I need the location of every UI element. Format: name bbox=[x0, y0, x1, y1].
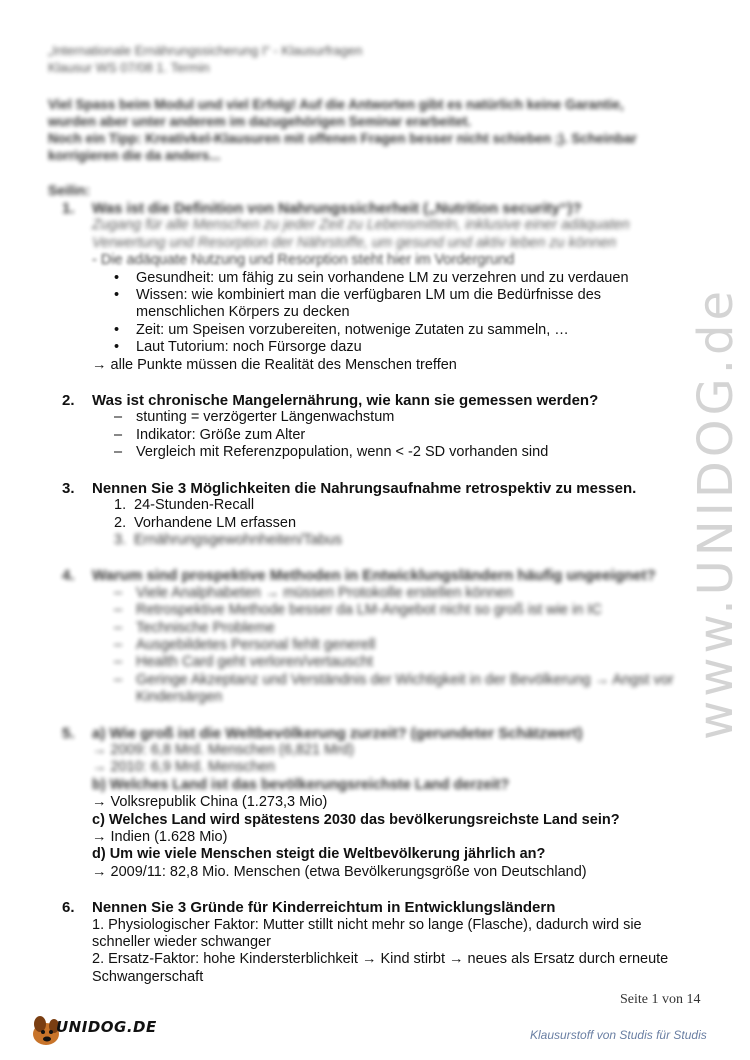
question-text: a) Wie groß ist die Weltbevölkerung zurzeit? (gerundeter Schätzwert) bbox=[92, 724, 583, 742]
dash-icon: – bbox=[114, 654, 123, 671]
list-item bbox=[114, 497, 722, 514]
question-number: 1. bbox=[62, 200, 75, 217]
list-item-text: Zeit: um Speisen vorzubereiten, notwenige Zutaten zu sammeln, … bbox=[136, 321, 569, 338]
list-item-text: Ernährungsgewohnheiten/Tabus bbox=[134, 531, 342, 548]
header-subtitle: Klausur WS 07/08 1. Termin bbox=[48, 60, 210, 75]
list-item-text: 24-Stunden-Recall bbox=[134, 497, 255, 514]
intro-line: Viel Spass beim Modul und viel Erfolg! Auf die Antworten gibt es natürlich keine Garantie, bbox=[48, 97, 624, 112]
q1-definition bbox=[62, 217, 722, 252]
question-2 bbox=[62, 392, 722, 409]
question-number: 4. bbox=[62, 567, 75, 585]
q4-list bbox=[62, 585, 722, 707]
list-item-text: Retrospektive Methode besser da LM-Angebot nicht so groß ist wie in IC bbox=[136, 602, 602, 619]
list-item-text: Indikator: Größe zum Alter bbox=[136, 426, 306, 443]
bullet-icon: • bbox=[114, 321, 120, 338]
list-item-text: Kindersärgen bbox=[136, 689, 223, 706]
list-item bbox=[114, 620, 722, 637]
question-text: Nennen Sie 3 Möglichkeiten die Nahrungsaufnahme retrospektiv zu messen. bbox=[92, 479, 637, 497]
q5c-question: c) Welches Land wird spätestens 2030 das bevölkerungsreichste Land sein? bbox=[92, 811, 620, 828]
dash-icon: – bbox=[114, 602, 123, 619]
list-item-text: Viele Analphabeten → müssen Protokolle erstellen können bbox=[136, 584, 513, 601]
q5d-question: d) Um wie viele Menschen steigt die Weltbevölkerung jährlich an? bbox=[92, 846, 546, 863]
list-item bbox=[114, 532, 722, 549]
list-item bbox=[114, 672, 722, 689]
q5a-answer: → 2009: 6,8 Mrd. Menschen (6,821 Mrd) bbox=[92, 741, 354, 758]
list-item bbox=[114, 270, 722, 287]
list-item-text: Ausgebildetes Personal fehlt generell bbox=[136, 636, 376, 653]
list-item bbox=[114, 585, 722, 602]
intro-line: wurden aber unter anderem im dazugehörigen Seminar erarbeitet. bbox=[48, 114, 472, 129]
question-text: Nennen Sie 3 Gründe für Kinderreichtum in Entwicklungsländern bbox=[92, 899, 556, 917]
dash-icon: – bbox=[114, 584, 123, 601]
list-item-text: Technische Probleme bbox=[136, 619, 275, 636]
list-item-text: menschlichen Körpers zu decken bbox=[136, 304, 350, 321]
question-4 bbox=[62, 567, 722, 584]
q3-list bbox=[62, 497, 722, 549]
definition-line: Verwertung und Resorption der Nährstoffe, um gesund und aktiv leben zu können bbox=[92, 234, 617, 251]
dash-icon: – bbox=[114, 426, 123, 443]
question-number: 6. bbox=[62, 899, 75, 917]
q5b-answer: → Volksrepublik China (1.273,3 Mio) bbox=[92, 794, 328, 811]
dash-icon: – bbox=[114, 671, 123, 688]
list-item bbox=[114, 287, 722, 304]
document-header bbox=[48, 42, 708, 76]
questions bbox=[62, 200, 722, 986]
list-item-number: 3. bbox=[114, 531, 127, 548]
intro-line: korrigieren die da anders... bbox=[48, 148, 221, 163]
intro-paragraph bbox=[48, 96, 718, 164]
question-text: Was ist chronische Mangelernährung, wie kann sie gemessen werden? bbox=[92, 392, 599, 410]
q6-answer-line: 1. Physiologischer Faktor: Mutter stillt nicht mehr so lange (Flasche), dadurch wird sie bbox=[92, 916, 642, 933]
list-item-text: Vergleich mit Referenzpopulation, wenn < -2 SD vorhanden sind bbox=[136, 444, 549, 461]
q2-list bbox=[62, 409, 722, 461]
question-number: 3. bbox=[62, 479, 75, 497]
list-item bbox=[114, 637, 722, 654]
q6-answer-line: Schwangerschaft bbox=[92, 968, 204, 985]
question-text: Was ist die Definition von Nahrungssicherheit („Nutrition security“)? bbox=[92, 200, 582, 217]
q6-answer-line: schneller wieder schwanger bbox=[92, 934, 271, 951]
list-item bbox=[114, 427, 722, 444]
question-1 bbox=[62, 200, 722, 217]
section-label: Seilin: bbox=[48, 182, 91, 198]
bullet-icon: • bbox=[114, 287, 120, 304]
list-item bbox=[114, 602, 722, 619]
question-3 bbox=[62, 480, 722, 497]
footer-slogan: Klausurstoff von Studis für Studis bbox=[530, 1028, 707, 1042]
q5a-answer: → 2010: 6,9 Mrd. Menschen bbox=[92, 759, 275, 776]
dash-icon: – bbox=[114, 619, 123, 636]
question-5 bbox=[62, 725, 722, 742]
dash-icon: – bbox=[114, 444, 123, 461]
q1-conclusion: → alle Punkte müssen die Realität des Menschen treffen bbox=[92, 356, 457, 373]
question-number: 2. bbox=[62, 392, 75, 410]
header-title: „Internationale Ernährungssicherung I“ - Klausurfragen bbox=[48, 43, 363, 58]
intro-line: Noch ein Tipp: Kreativkel-Klausuren mit offenen Fragen besser nicht schieben ;). Scheinbar bbox=[48, 131, 637, 146]
bullet-icon: • bbox=[114, 269, 120, 286]
page-number: Seite 1 von 14 bbox=[620, 992, 701, 1007]
list-item bbox=[114, 339, 722, 356]
list-item-text: Gesundheit: um fähig zu sein vorhandene LM zu verzehren und zu verdauen bbox=[136, 269, 629, 286]
q5d-answer: → 2009/11: 82,8 Mio. Menschen (etwa Bevölkerungsgröße von Deutschland) bbox=[92, 863, 587, 880]
dash-icon: – bbox=[114, 409, 123, 426]
question-number: 5. bbox=[62, 724, 75, 742]
bullet-icon: • bbox=[114, 339, 120, 356]
list-item bbox=[114, 444, 722, 461]
dash-icon: – bbox=[114, 636, 123, 653]
q5b-question: b) Welches Land ist das bevölkerungsreichste Land derzeit? bbox=[92, 776, 510, 793]
list-item bbox=[114, 409, 722, 426]
list-item bbox=[114, 654, 722, 671]
q6-answer-line: 2. Ersatz-Faktor: hohe Kindersterblichkeit → Kind stirbt → neues als Ersatz durch erneute bbox=[92, 951, 669, 968]
list-item-text: Vorhandene LM erfassen bbox=[134, 514, 297, 531]
list-item bbox=[114, 515, 722, 532]
list-item-text: Wissen: wie kombiniert man die verfügbaren LM um die Bedürfnisse des bbox=[136, 287, 602, 304]
logo-text: UNIDOG.DE bbox=[56, 1018, 157, 1036]
list-item-text: Geringe Akzeptanz und Verständnis der Wichtigkeit in der Bevölkerung → Angst vor bbox=[136, 671, 674, 688]
definition-line: Zugang für alle Menschen zu jeder Zeit zu Lebensmitteln, inklusive einer adäquaten bbox=[92, 217, 630, 234]
watermark: www.UNIDOG.de bbox=[688, 286, 744, 740]
q1-bullet-list bbox=[62, 270, 722, 357]
list-item-text: Health Card geht verloren/vertauscht bbox=[136, 654, 373, 671]
list-item-text: Laut Tutorium: noch Fürsorge dazu bbox=[136, 339, 362, 356]
question-4-block bbox=[62, 567, 722, 706]
list-item bbox=[114, 322, 722, 339]
list-item-number: 2. bbox=[114, 514, 127, 531]
question-6 bbox=[62, 899, 722, 916]
list-item bbox=[114, 689, 722, 706]
q5c-answer: → Indien (1.628 Mio) bbox=[92, 829, 228, 845]
list-item bbox=[114, 304, 722, 321]
question-text: Warum sind prospektive Methoden in Entwicklungsländern häufig ungeeignet? bbox=[92, 567, 656, 585]
question-5-blurred bbox=[62, 725, 722, 795]
list-item-text: stunting = verzögerter Längenwachstum bbox=[136, 409, 395, 426]
list-item-number: 1. bbox=[114, 497, 127, 514]
q1-note: - Die adäquate Nutzung und Resorption steht hier im Vordergrund bbox=[92, 252, 515, 269]
